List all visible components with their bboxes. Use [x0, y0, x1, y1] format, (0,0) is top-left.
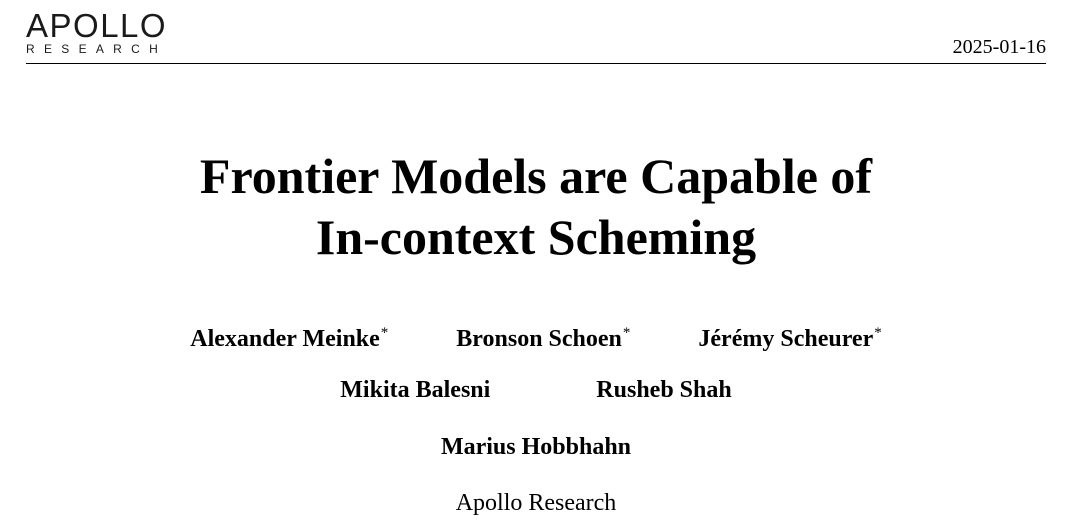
publication-date: 2025-01-16 [952, 36, 1046, 58]
affiliation: Apollo Research [455, 490, 617, 516]
equal-contribution-mark: * [622, 325, 631, 341]
author-name: Alexander Meinke [190, 326, 380, 352]
author [190, 319, 388, 353]
title-line-1: Frontier Models are Capable of [199, 148, 873, 204]
paper-title [0, 146, 1072, 268]
author-row-2 [0, 376, 1072, 404]
author-name: Jérémy Scheurer [698, 326, 874, 352]
equal-contribution-mark: * [874, 325, 882, 341]
logo-wordmark: APOLLO [26, 7, 168, 44]
author-name: Marius Hobbhahn [440, 434, 632, 460]
equal-contribution-mark: * [380, 325, 389, 341]
author-row-3 [0, 433, 1072, 461]
author [698, 319, 881, 353]
author [441, 433, 631, 461]
author-name: Rusheb Shah [596, 377, 732, 403]
author [596, 376, 731, 404]
author-name: Mikita Balesni [340, 377, 491, 403]
author-row-1 [0, 319, 1072, 353]
author [456, 319, 630, 353]
author-name: Bronson Schoen [456, 326, 622, 352]
logo-subtitle: RESEARCH [26, 42, 168, 56]
apollo-research-logo [26, 7, 168, 56]
author [340, 376, 490, 404]
title-line-2: In-context Scheming [315, 209, 757, 265]
page-header [26, 0, 1046, 64]
